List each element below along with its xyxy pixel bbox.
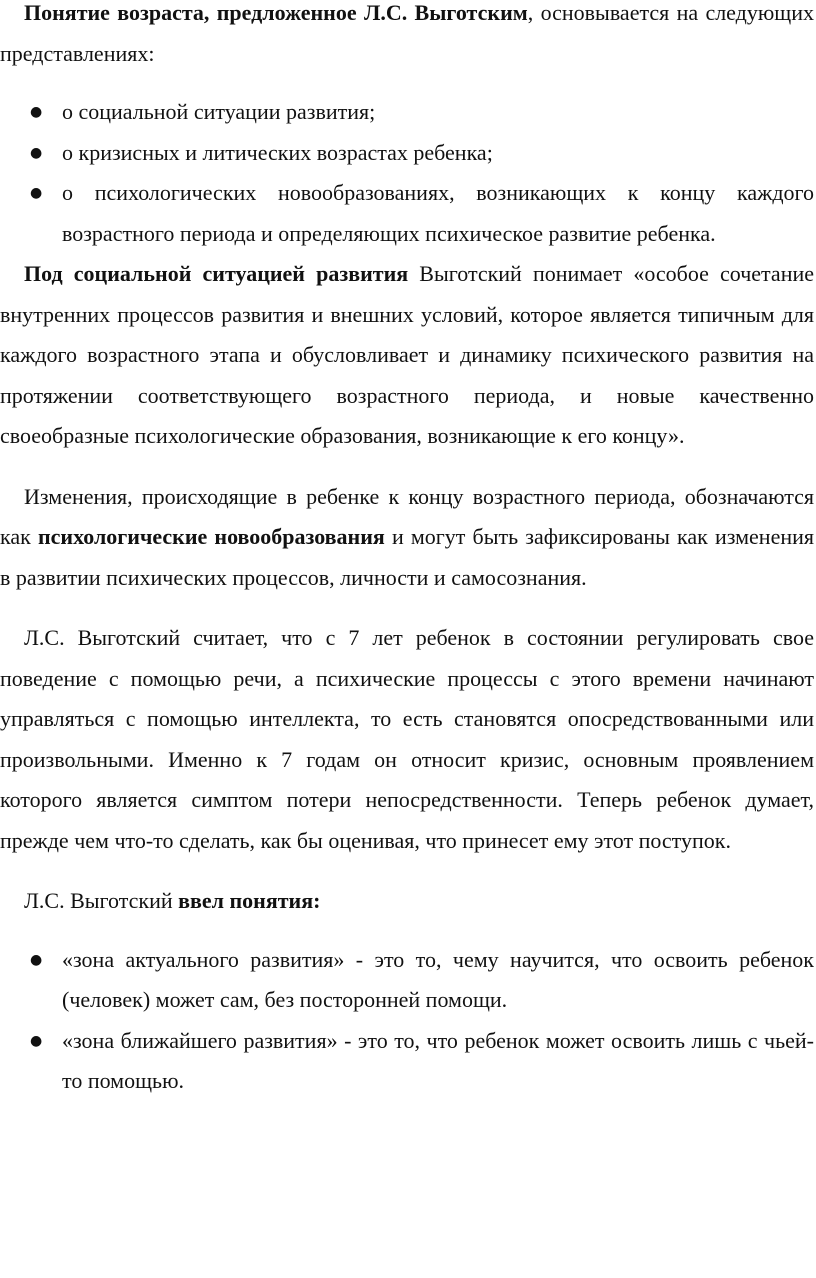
age-seven-paragraph: Л.С. Выготский считает, что с 7 лет ребенок в состоянии регулировать свое поведение с помощью речи, а психические процессы с этого времени начинают управляться с помощью интеллекта, то есть становятся опосредствованными или произвольными. Именно к 7 годам он относит кризис, основным проявлением которого является симптом потери непосредственности. Теперь ребенок думает, прежде чем что-то сделать, как бы оценивая, что принесет ему этот поступок. xyxy=(0,625,814,853)
concepts-bold: ввел понятия: xyxy=(178,888,321,913)
list-item-text: о психологических новообразованиях, возникающих к концу каждого возрастного периода и определяющих психическое развитие ребенка. xyxy=(62,180,814,246)
bullet-icon: ● xyxy=(30,104,43,120)
representations-list xyxy=(0,92,814,254)
bullet-icon: ● xyxy=(30,1032,43,1049)
social-situation-paragraph xyxy=(0,254,814,457)
bullet-icon: ● xyxy=(30,951,43,968)
bullet-icon: ● xyxy=(30,185,43,201)
list-item xyxy=(0,92,814,133)
neoformations-paragraph xyxy=(0,477,814,599)
list-item xyxy=(0,133,814,174)
changes-after: и могут быть зафиксированы как изменения в развитии психических процессов, личности и самосознания. xyxy=(0,524,815,590)
zones-list xyxy=(0,940,814,1102)
concepts-paragraph xyxy=(0,881,814,922)
list-item-text: о кризисных и литических возрастах ребенка; xyxy=(62,139,493,165)
list-item-text: «зона ближайшего развития» - это то, что ребенок может освоить лишь с чьей-то помощью. xyxy=(62,1027,814,1093)
list-item-text: «зона актуального развития» - это то, чему научится, что освоить ребенок (человек) может сам, без посторонней помощи. xyxy=(62,946,814,1012)
list-item xyxy=(0,173,814,254)
social-bold: Под социальной ситуацией развития xyxy=(24,261,409,286)
concepts-text: Л.С. Выготский xyxy=(24,888,179,913)
list-item-text: о социальной ситуации развития; xyxy=(62,99,376,124)
list-item xyxy=(0,1021,814,1102)
social-text: Выготский понимает «особое сочетание внутренних процессов развития и внешних условий, которое является типичным для каждого возрастного этапа и обусловливает и динамику психического развития на протяжении соответствующего возрастного периода, и новые качественно своеобразные психологические образования, возникающие к его концу». xyxy=(0,261,814,448)
intro-text: , основывается на следующих представлениях: xyxy=(0,0,815,66)
intro-paragraph xyxy=(0,0,814,74)
changes-bold: психологические новообразования xyxy=(37,524,385,549)
changes-before: Изменения, происходящие в ребенке к концу возрастного периода, обозначаются как xyxy=(0,483,814,549)
intro-bold: Понятие возраста, предложенное Л.С. Выготским xyxy=(24,0,528,25)
bullet-icon: ● xyxy=(30,144,43,161)
list-item xyxy=(0,940,814,1021)
